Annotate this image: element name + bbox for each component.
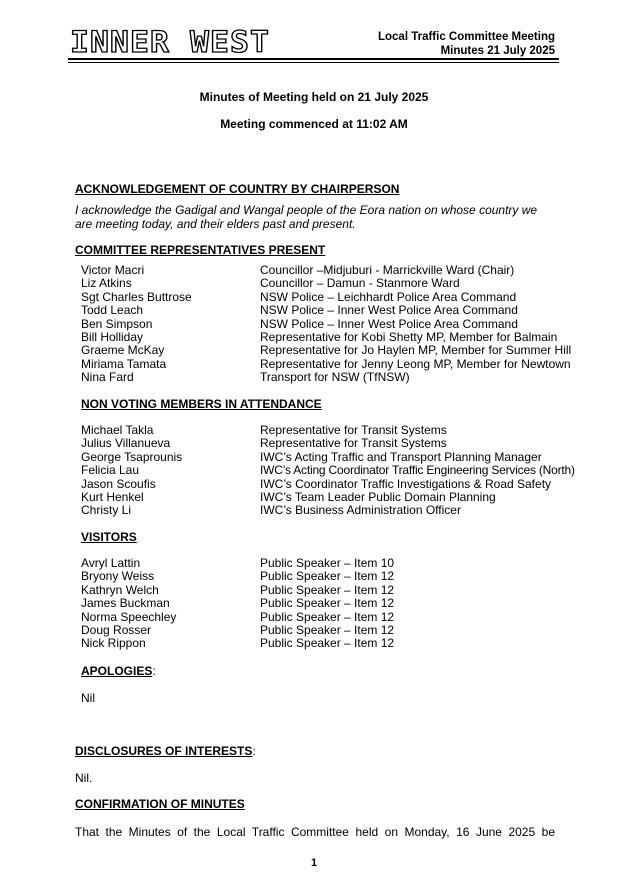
- list-item: [81, 611, 394, 624]
- header-rule-thin: [68, 62, 559, 63]
- member-role: IWC’s Team Leader Public Domain Planning: [260, 489, 496, 504]
- apologies-colon: :: [152, 664, 156, 678]
- member-role: NSW Police – Inner West Police Area Command: [260, 316, 518, 331]
- list-item: [81, 504, 575, 517]
- visitor-name: Avryl Lattin: [81, 556, 141, 570]
- disclosures-heading: DISCLOSURES OF INTERESTS: [75, 744, 253, 758]
- visitor-name: Nick Rippon: [81, 636, 146, 651]
- list-item: [81, 358, 571, 371]
- visitors-list: [81, 557, 394, 651]
- visitor-role: Public Speaker – Item 12: [260, 582, 395, 597]
- member-role: Representative for Jo Haylen MP, Member for Summer Hill: [260, 343, 572, 358]
- member-name: Felicia Lau: [81, 463, 140, 478]
- member-name: Christy Li: [81, 503, 132, 518]
- page-number: 1: [310, 857, 318, 869]
- non-voting-list: [81, 424, 575, 518]
- member-name: Graeme McKay: [81, 343, 165, 358]
- header-meeting-info: [378, 30, 555, 58]
- member-role: IWC’s Acting Traffic and Transport Planning Manager: [260, 449, 542, 464]
- member-name: Nina Fard: [81, 370, 134, 385]
- member-role: Representative for Transit Systems: [260, 423, 447, 437]
- visitor-name: Doug Rosser: [81, 622, 152, 637]
- member-name: George Tsaprounis: [81, 449, 183, 464]
- header-minutes-date: Minutes 21 July 2025: [440, 45, 555, 57]
- list-item: [81, 437, 575, 450]
- member-name: Julius Villanueva: [81, 436, 171, 451]
- list-item: [81, 264, 571, 277]
- acknowledgement-text: I acknowledge the Gadigal and Wangal people of the Eora nation on whose country we are meeting today, and their elders past and present.: [75, 203, 538, 231]
- member-name: Victor Macri: [81, 263, 145, 277]
- list-item: [81, 624, 394, 637]
- list-item: [81, 570, 394, 583]
- list-item: [81, 371, 571, 384]
- header-rule: [68, 58, 559, 60]
- confirmation-text: That the Minutes of the Local Traffic Committee held on Monday, 16 June 2025 be: [75, 825, 555, 839]
- visitor-role: Public Speaker – Item 10: [260, 556, 395, 570]
- disclosures-heading-line: [75, 744, 256, 758]
- list-item: [81, 344, 571, 357]
- list-item: [81, 637, 394, 650]
- disclosures-text: Nil.: [75, 771, 93, 785]
- non-voting-heading: NON VOTING MEMBERS IN ATTENDANCE: [81, 397, 322, 411]
- member-role: IWC’s Acting Coordinator Traffic Engineering Services (North): [260, 463, 575, 478]
- member-name: Bill Holliday: [81, 329, 144, 344]
- acknowledgement-heading: ACKNOWLEDGEMENT OF COUNTRY BY CHAIRPERSON: [75, 182, 400, 196]
- visitor-name: Norma Speechley: [81, 609, 177, 624]
- member-role: Representative for Transit Systems: [260, 436, 447, 451]
- visitor-role: Public Speaker – Item 12: [260, 622, 395, 637]
- list-item: [81, 584, 394, 597]
- visitor-name: Kathryn Welch: [81, 582, 159, 597]
- list-item: [81, 451, 575, 464]
- member-name: Michael Takla: [81, 423, 154, 437]
- member-role: IWC’s Business Administration Officer: [260, 503, 461, 518]
- committee-heading: COMMITTEE REPRESENTATIVES PRESENT: [75, 243, 326, 257]
- list-item: [81, 464, 575, 477]
- list-item: [81, 304, 571, 317]
- document-title: Minutes of Meeting held on 21 July 2025: [199, 90, 429, 104]
- committee-list: [81, 264, 571, 385]
- apologies-text: Nil: [81, 691, 95, 705]
- member-role: Representative for Kobi Shetty MP, Member for Balmain: [260, 329, 558, 344]
- member-role: NSW Police – Leichhardt Police Area Command: [260, 289, 517, 304]
- inner-west-logo: [68, 27, 273, 57]
- apologies-heading-line: [81, 664, 156, 678]
- list-item: [81, 478, 575, 491]
- visitor-role: Public Speaker – Item 12: [260, 636, 395, 651]
- list-item: [81, 318, 571, 331]
- member-name: Liz Atkins: [81, 276, 132, 291]
- visitor-name: James Buckman: [81, 596, 170, 611]
- visitor-name: Bryony Weiss: [81, 569, 155, 584]
- member-role: Councillor – Damun - Stanmore Ward: [260, 276, 460, 291]
- member-name: Miriama Tamata: [81, 356, 167, 371]
- list-item: [81, 291, 571, 304]
- member-name: Kurt Henkel: [81, 489, 144, 504]
- disclosures-colon: :: [252, 744, 256, 758]
- visitor-role: Public Speaker – Item 12: [260, 609, 395, 624]
- member-name: Sgt Charles Buttrose: [81, 289, 192, 304]
- member-role: NSW Police – Inner West Police Area Command: [260, 303, 518, 318]
- visitor-role: Public Speaker – Item 12: [260, 569, 395, 584]
- member-name: Jason Scoufis: [81, 476, 156, 491]
- list-item: [81, 491, 575, 504]
- list-item: [81, 557, 394, 570]
- member-role: Transport for NSW (TfNSW): [260, 370, 410, 385]
- member-role: IWC’s Coordinator Traffic Investigations & Road Safety: [260, 476, 552, 491]
- apologies-heading: APOLOGIES: [81, 664, 153, 678]
- confirmation-heading: CONFIRMATION OF MINUTES: [75, 797, 245, 811]
- list-item: [81, 277, 571, 290]
- list-item: [81, 597, 394, 610]
- member-role: Councillor –Midjuburi - Marrickville Ward (Chair): [260, 263, 515, 277]
- svg-text:INNER WEST: INNER WEST: [70, 27, 270, 57]
- list-item: [81, 424, 575, 437]
- visitors-heading: VISITORS: [81, 530, 137, 544]
- visitor-role: Public Speaker – Item 12: [260, 596, 395, 611]
- meeting-commenced: Meeting commenced at 11:02 AM: [220, 117, 408, 131]
- header-meeting-title: Local Traffic Committee Meeting: [377, 31, 555, 43]
- member-name: Ben Simpson: [81, 316, 153, 331]
- list-item: [81, 331, 571, 344]
- member-name: Todd Leach: [81, 303, 144, 318]
- member-role: Representative for Jenny Leong MP, Member for Newtown: [260, 356, 571, 371]
